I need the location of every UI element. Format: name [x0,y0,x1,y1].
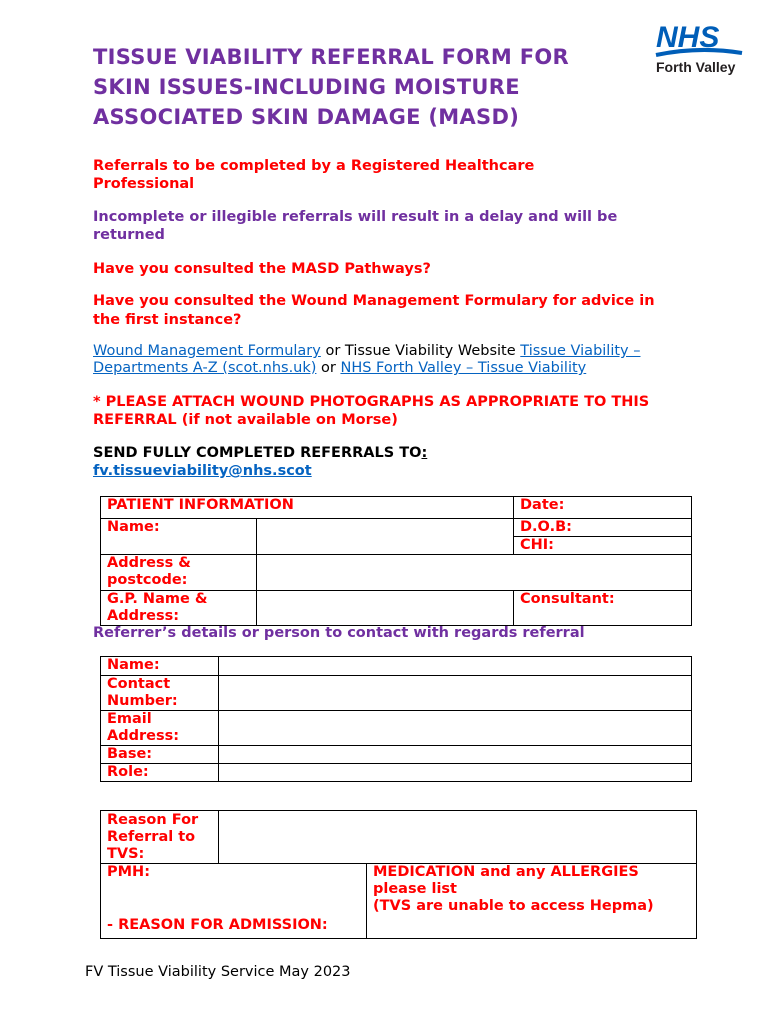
logo-nhs-text: NHS [656,21,720,54]
chi-label: CHI: [514,537,692,555]
photos-note: * PLEASE ATTACH WOUND PHOTOGRAPHS AS APPROPRIATE TO THIS REFERRAL (if not available on Morse) [93,394,650,428]
tissue-viability-email-link[interactable]: fv.tissueviability@nhs.scot [93,463,312,479]
tissue-viability-departments-link[interactable]: Tissue Viability – Departments A-Z (scot.nhs.uk) [93,343,641,376]
contact-number-field[interactable] [219,676,692,711]
gp-field[interactable] [257,591,514,626]
wound-formulary-link[interactable]: Wound Management Formulary [93,343,321,359]
or-text: or [316,360,341,376]
base-label: Base: [101,746,219,764]
incomplete-referral-note: Incomplete or illegible referrals will result in a delay and will be returned [93,209,618,243]
pmh-label: PMH: [107,864,150,880]
address-field[interactable] [257,555,692,591]
footer-text: FV Tissue Viability Service May 2023 [85,964,351,980]
base-field[interactable] [219,746,692,764]
reason-for-admission-label: - REASON FOR ADMISSION: [107,917,328,933]
patient-info-header: PATIENT INFORMATION [101,497,514,519]
dob-label: D.O.B: [514,519,692,537]
or-website-text: or Tissue Viability Website [320,343,521,359]
role-label: Role: [101,764,219,782]
consultant-label: Consultant: [514,591,692,626]
contact-number-label: Contact Number: [101,676,219,711]
nhs-forth-valley-tv-link[interactable]: NHS Forth Valley – Tissue Viability [340,360,587,376]
pmh-cell[interactable] [101,864,367,939]
nhs-logo-icon [654,20,744,76]
address-label: Address & postcode: [101,555,257,591]
reason-for-referral-label: Reason For Referral to TVS: [101,811,219,864]
logo-region-text: Forth Valley [656,59,736,75]
formulary-question: Have you consulted the Wound Management Formulary for advice in the first instance? [93,293,655,328]
reason-for-referral-field[interactable] [219,811,697,864]
nhs-forth-valley-logo [654,20,744,76]
role-field[interactable] [219,764,692,782]
referrer-heading: Referrer’s details or person to contact with regards referral [93,625,585,641]
referrer-name-label: Name: [101,657,219,676]
medication-cell[interactable] [367,864,697,939]
referrer-details-table [100,656,692,782]
hepma-note: (TVS are unable to access Hepma) [373,898,654,914]
reason-referral-table [100,810,697,939]
send-to-label: SEND FULLY COMPLETED REFERRALS TO [93,445,422,461]
email-line [93,462,683,480]
links-paragraph [93,343,683,377]
gp-label: G.P. Name & Address: [101,591,257,626]
email-address-label: Email Address: [101,711,219,746]
email-address-field[interactable] [219,711,692,746]
patient-name-field[interactable] [257,519,514,555]
masd-pathways-question: Have you consulted the MASD Pathways? [93,261,431,277]
send-to-colon: : [421,445,428,461]
registered-professional-note: Referrals to be completed by a Registered Healthcare Professional [93,158,535,192]
referrer-name-field[interactable] [219,657,692,676]
medication-allergies-label: MEDICATION and any ALLERGIES please list [373,864,639,897]
patient-information-table [100,496,692,626]
send-to-line [93,444,683,462]
form-title: TISSUE VIABILITY REFERRAL FORM FOR SKIN ISSUES-INCLUDING MOISTURE ASSOCIATED SKIN DAMAGE (MASD) [93,45,569,129]
patient-name-label: Name: [101,519,257,555]
date-label: Date: [514,497,692,519]
